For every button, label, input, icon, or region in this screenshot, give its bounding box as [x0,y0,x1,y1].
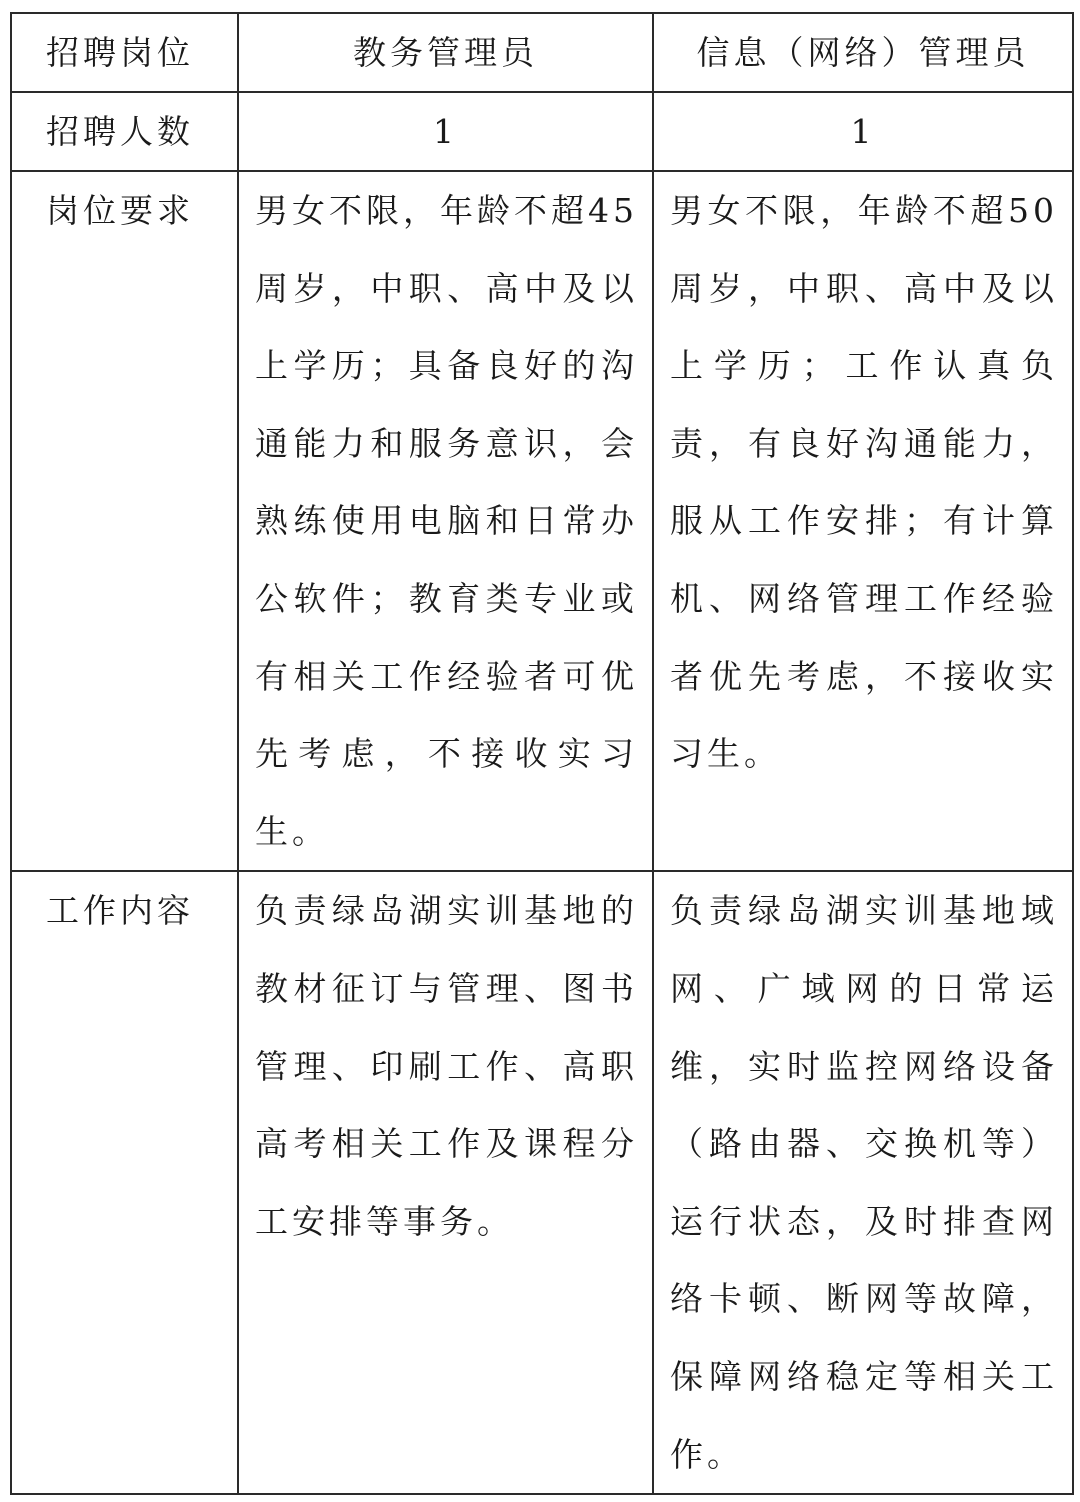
position-title-network-admin: 信息（网络）管理员 [653,13,1073,92]
duties-academic-admin: 负责绿岛湖实训基地的教材征订与管理、图书管理、印刷工作、高职高考相关工作及课程分工安排等事务。 [238,871,653,1494]
requirements-label: 岗位要求 [11,171,238,871]
requirements-row [11,171,1073,871]
headcount-network-admin: 1 [653,92,1073,171]
position-title-academic-admin: 教务管理员 [238,13,653,92]
duties-network-admin: 负责绿岛湖实训基地域网、广域网的日常运维，实时监控网络设备（路由器、交换机等）运行状态，及时排查网络卡顿、断网等故障，保障网络稳定等相关工作。 [653,871,1073,1494]
duties-row [11,871,1073,1494]
header-row [11,13,1073,92]
requirements-network-admin: 男女不限，年龄不超50周岁，中职、高中及以上学历；工作认真负责，有良好沟通能力，服从工作安排；有计算机、网络管理工作经验者优先考虑，不接收实习生。 [653,171,1073,871]
headcount-row [11,92,1073,171]
headcount-academic-admin: 1 [238,92,653,171]
requirements-academic-admin: 男女不限，年龄不超45周岁，中职、高中及以上学历；具备良好的沟通能力和服务意识，会熟练使用电脑和日常办公软件；教育类专业或有相关工作经验者可优先考虑，不接收实习生。 [238,171,653,871]
headcount-label: 招聘人数 [11,92,238,171]
duties-label: 工作内容 [11,871,238,1494]
recruitment-table [10,12,1074,1495]
header-label: 招聘岗位 [11,13,238,92]
